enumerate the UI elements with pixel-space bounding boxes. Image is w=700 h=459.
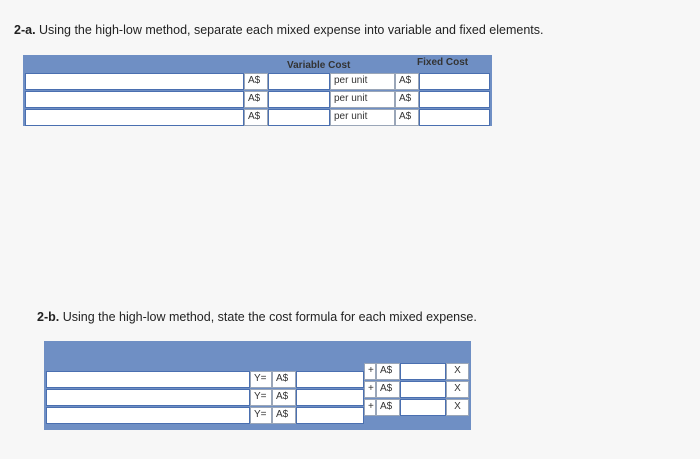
formula-expense-input[interactable] [46, 407, 250, 424]
variable-currency-label: A$ [376, 381, 400, 398]
fixed-currency-label: A$ [395, 91, 419, 108]
per-unit-label: per unit [330, 109, 395, 126]
plus-sign: + [364, 363, 376, 380]
x-label: X [446, 363, 469, 380]
variable-cost-input[interactable] [268, 109, 330, 126]
part-b-heading [37, 310, 477, 324]
per-unit-label: per unit [330, 73, 395, 90]
variable-currency-label: A$ [244, 73, 268, 90]
part-a-text: Using the high-low method, separate each mixed expense into variable and fixed elements. [35, 23, 544, 37]
formula-variable-input[interactable] [400, 363, 446, 380]
formula-fixed-input[interactable] [296, 371, 364, 388]
fixed-cost-header: Fixed Cost [417, 57, 469, 68]
expense-name-input[interactable] [25, 91, 244, 108]
fixed-currency-label: A$ [272, 407, 296, 424]
part-b-text: Using the high-low method, state the cost formula for each mixed expense. [59, 310, 477, 324]
fixed-cost-input[interactable] [419, 109, 490, 126]
y-equals-label: Y= [250, 371, 272, 388]
per-unit-label: per unit [330, 91, 395, 108]
x-label: X [446, 381, 469, 398]
part-b-number: 2-b. [37, 310, 60, 324]
plus-sign: + [364, 381, 376, 398]
formula-variable-input[interactable] [400, 381, 446, 398]
expense-name-input[interactable] [25, 73, 244, 90]
variable-cost-input[interactable] [268, 91, 330, 108]
fixed-currency-label: A$ [395, 109, 419, 126]
part-a-number: 2-a. [14, 23, 36, 37]
formula-variable-input[interactable] [400, 399, 446, 416]
fixed-currency-label: A$ [395, 73, 419, 90]
variable-currency-label: A$ [376, 363, 400, 380]
y-equals-label: Y= [250, 389, 272, 406]
expense-name-input[interactable] [25, 109, 244, 126]
x-label: X [446, 399, 469, 416]
formula-fixed-input[interactable] [296, 407, 364, 424]
formula-expense-input[interactable] [46, 371, 250, 388]
fixed-currency-label: A$ [272, 389, 296, 406]
y-equals-label: Y= [250, 407, 272, 424]
variable-currency-label: A$ [376, 399, 400, 416]
fixed-cost-input[interactable] [419, 73, 490, 90]
fixed-currency-label: A$ [272, 371, 296, 388]
formula-fixed-input[interactable] [296, 389, 364, 406]
fixed-cost-input[interactable] [419, 91, 490, 108]
plus-sign: + [364, 399, 376, 416]
variable-cost-header: Variable Cost [287, 60, 351, 71]
formula-expense-input[interactable] [46, 389, 250, 406]
variable-currency-label: A$ [244, 109, 268, 126]
variable-cost-input[interactable] [268, 73, 330, 90]
part-a-heading [14, 23, 543, 37]
variable-currency-label: A$ [244, 91, 268, 108]
